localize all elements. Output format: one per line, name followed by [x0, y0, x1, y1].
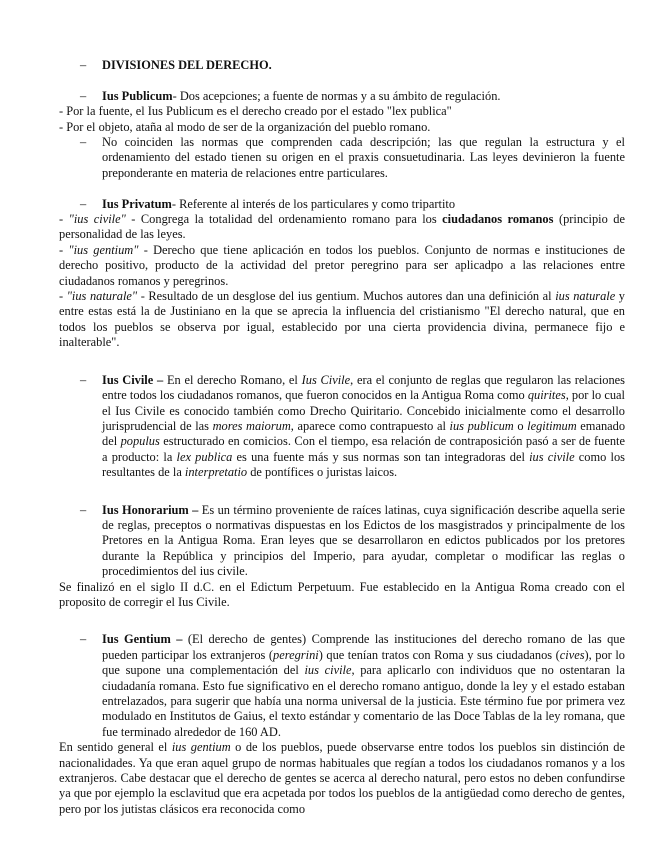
bullet-dash: –	[80, 502, 87, 517]
text: , aparece como contrapuesto al	[290, 418, 450, 433]
spacer	[62, 610, 625, 632]
italic: peregrini	[273, 647, 319, 662]
ius-naturale-text: - Resultado de un desglose del ius gentium. Muchos autores dan una definición al	[137, 289, 556, 304]
ius-publicum-point-2: - Por el objeto, ataña al modo de ser de la organización del pueblo romano.	[59, 119, 431, 134]
document-title	[62, 58, 625, 73]
bullet-dash: –	[80, 372, 87, 387]
text: o	[513, 418, 528, 433]
ius-civile-definition: - "ius civile" - Congrega la totalidad del ordenamiento romano para los ciudadanos romanos (principio de personalidad de las leyes.	[59, 212, 625, 242]
spacer	[62, 351, 625, 373]
bullet-dash: –	[80, 196, 87, 211]
ius-privatum-heading	[62, 197, 625, 212]
text: En el derecho Romano, el	[163, 372, 302, 387]
bullet-dash: –	[80, 135, 87, 150]
ius-honorarium-section	[62, 503, 625, 580]
ius-civile-text: - Congrega la totalidad del ordenamiento romano para los	[125, 212, 443, 227]
ius-civile-section	[62, 373, 625, 481]
text: ) que tenían tratos con Roma y sus ciudadanos (	[318, 647, 560, 662]
text: (El derecho de gentes) Comprende las instituciones del derecho romano de las que pueden participar los extranjeros (	[102, 632, 625, 662]
ius-civile-term: "ius civile"	[68, 212, 126, 227]
ius-publicum-intro: - Dos acepciones; a fuente de normas y a su ámbito de regulación.	[172, 88, 501, 103]
text: , para aplicarlo con individuos que no ostentaran la ciudadanía romana. Esto fue significativo en el derecho romano antiguo, donde la ley y el estado estaban entrelazados, para sugerir que había una norma universal de la justicia. Este término fue por primera vez modulado en Institutos de Gaius, el texto estándar y comentario de las Doce Tablas de la ley romana, que fue terminado alrededor de 160 AD.	[102, 663, 625, 739]
ius-publicum-subitem-text: No coinciden las normas que comprenden cada descripción; las que regulan la estructura y el ordenamiento del estado tienen su origen en el praxis consuetudinaria. Las leyes devinieron la fuente preponderante en materia de relaciones entre particulares.	[102, 135, 625, 180]
italic: mores maiorum	[212, 418, 291, 433]
ius-naturale-term: "ius naturale"	[66, 289, 138, 304]
ius-gentium-heading: Ius Gentium –	[102, 632, 183, 647]
ius-publicum-heading	[62, 89, 625, 104]
italic: ius gentium	[171, 740, 231, 755]
ius-privatum-term: Ius Privatum	[102, 196, 172, 211]
ius-naturale-definition: - "ius naturale" - Resultado de un desglose del ius gentium. Muchos autores dan una definición al ius naturale y entre estas está la de Justiniano en la que se aprecia la influencia del cristianismo "El derecho natural, que en todos los pueblos se observa por igual, establecido por una cierta providencia divina, permanece fijo e inalterable".	[59, 289, 626, 350]
text: estructurado en comicios. Con el tiempo, esa relación de contraposición pasó a ser de fuente a producto: la	[102, 434, 625, 464]
text: Es un término proveniente de raíces latinas, cuya significación describe aquella serie de reglas, preceptos o normativas dispuestas en los Edictos de los masgistrados y principalmente de los Pretores en la Antigua Roma. Eran leyes que se desarrollaron en edictos publicados por los pretores durante la República y principios del Imperio, para ayudar, completar o modificar las reglas o procedimientos del ius civile.	[102, 502, 625, 579]
ius-naturale-text-end: y entre estas está la de Justiniano en la que se aprecia la influencia del cristianismo "El derecho natural, que en todos los pueblos se observa por igual, establecido por una cierta providencia divina, permanece fijo e inalterable".	[59, 289, 626, 350]
italic: ius civile	[529, 449, 575, 464]
ius-gentium-general	[59, 740, 625, 817]
ius-civile-bold: ciudadanos romanos	[442, 212, 554, 227]
text: En sentido general el	[59, 740, 172, 755]
spacer	[62, 73, 625, 88]
ius-gentium-text: - Derecho que tiene aplicación en todos los pueblos. Conjunto de normas e instituciones de derecho positivo, producto de la actividad del pretor peregrino para ser aplicadpo a las relaciones entre ciudadanos romanos y peregrinos.	[59, 242, 625, 288]
ius-gentium-term: "ius gentium"	[68, 242, 139, 257]
ius-honorarium-after: Se finalizó en el siglo II d.C. en el Edictum Perpetuum. Fue establecido en la Antigua Roma creado con el proposito de corregir el Ius Civile.	[59, 579, 625, 609]
italic: Ius Civile	[301, 372, 351, 387]
text: de pontífices o juristas laicos.	[247, 465, 398, 480]
title-text: DIVISIONES DEL DERECHO.	[102, 58, 272, 72]
italic: legitimum	[527, 418, 577, 433]
italic: ius publicum	[449, 418, 514, 433]
ius-privatum-intro: - Referente al interés de los particulares y como tripartito	[171, 196, 456, 211]
text: como los resultantes de la	[102, 449, 625, 480]
text: , era el conjunto de reglas que regularon las relaciones entre todos los ciudadanos romanos, que fueron conocidos en la Antigua Roma como	[102, 372, 625, 403]
text: , por lo cual el Ius Civile es conocido también como Drecho Quiritario. Concebido inicialmente como el desarrollo jurisprudencial de las	[102, 388, 625, 433]
italic: lex publica	[176, 449, 233, 464]
text: ), por lo que supone una complementación del	[102, 647, 625, 678]
italic: interpretatio	[184, 465, 248, 480]
spacer	[62, 481, 625, 503]
spacer	[62, 181, 625, 196]
ius-honorarium-heading: Ius Honorarium –	[102, 502, 199, 517]
ius-gentium-section	[62, 632, 625, 740]
bullet-dash: –	[80, 88, 87, 103]
ius-publicum-term: Ius Publicum	[102, 88, 173, 103]
ius-civile-heading: Ius Civile –	[102, 372, 164, 387]
italic: quirites	[527, 388, 566, 403]
italic: ius civile	[304, 663, 352, 678]
bullet-dash: –	[80, 58, 87, 72]
ius-civile-text-end: (principio de personalidad de las leyes.	[59, 212, 625, 242]
text: emanado del	[102, 418, 626, 449]
bullet-dash: –	[80, 632, 87, 647]
text: o de los pueblos, puede observarse entre todos los pueblos sin distinción de nacionalidades. Ya que eran aquel grupo de normas habituales que regían a todos los ciudadanos romanos y a los extranjeros. Cabe destacar que el derecho de gentes se acerca al derecho natural, pero estos no deben confundirse ya que por ejemplo la esclavitud que era acpetada por todos los pueblos de la antigüedad como derecho de gentes, pero por los jutistas clásicos era reconocida como	[59, 740, 625, 816]
italic: cives	[559, 647, 585, 662]
ius-publicum-point-1: - Por la fuente, el Ius Publicum es el derecho creado por el estado "lex publica"	[59, 104, 452, 119]
ius-gentium-definition: - "ius gentium" - Derecho que tiene aplicación en todos los pueblos. Conjunto de normas e instituciones de derecho positivo, producto de la actividad del pretor peregrino para ser aplicadpo a las relaciones entre ciudadanos romanos y peregrinos.	[59, 242, 625, 288]
text: es una fuente más y sus normas son tan integradoras del	[232, 449, 530, 464]
ius-publicum-subitem	[62, 135, 625, 181]
ius-naturale-italic: ius naturale	[555, 289, 616, 304]
italic: populus	[120, 434, 160, 449]
